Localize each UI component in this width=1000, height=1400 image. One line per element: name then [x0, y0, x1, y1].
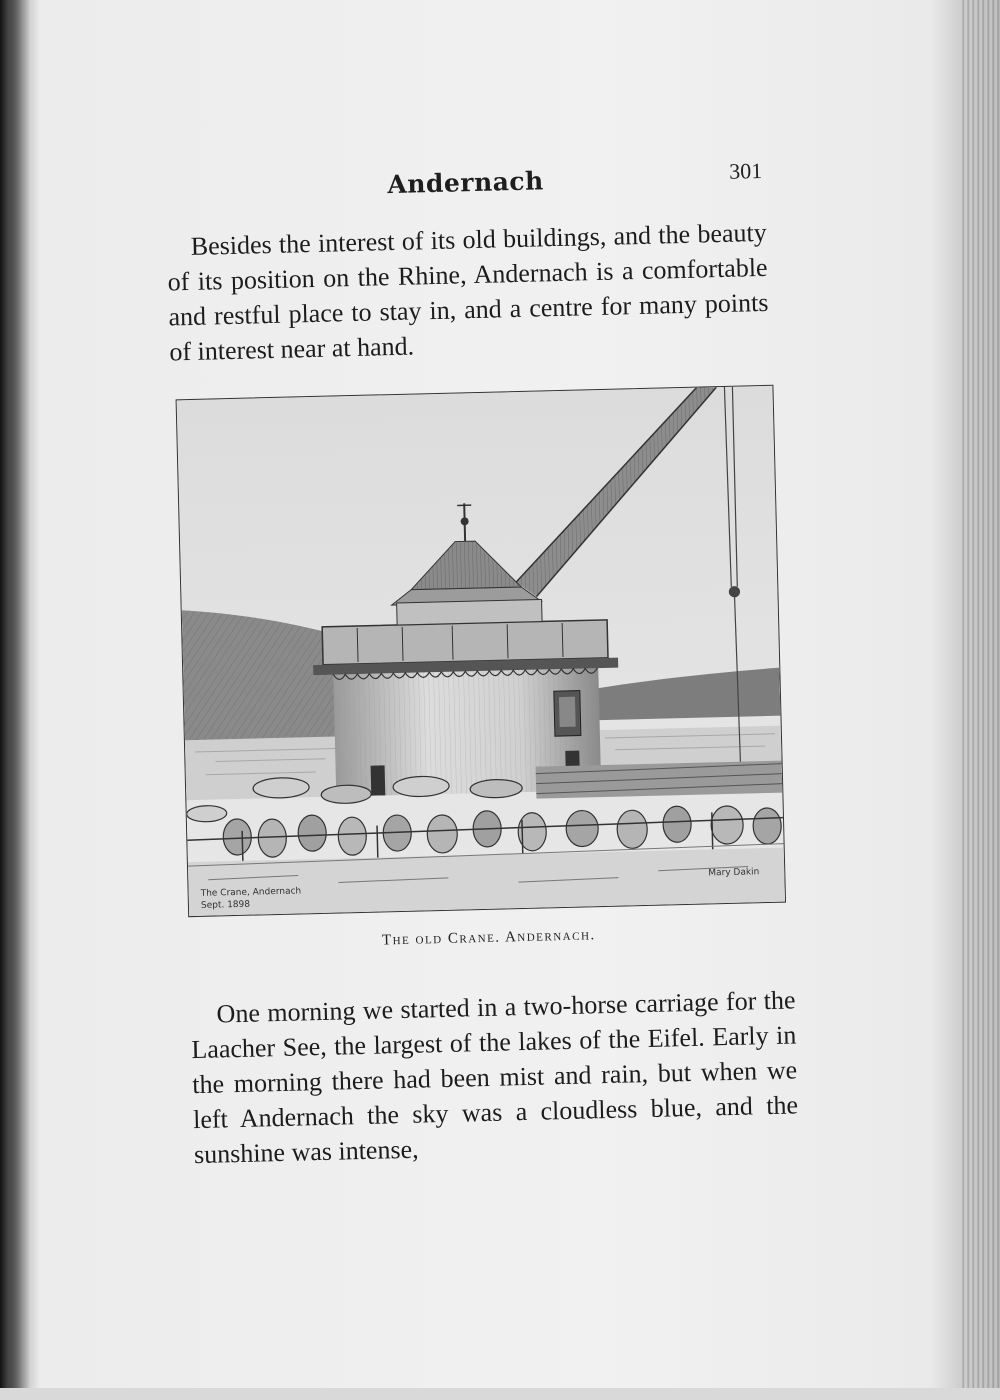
page-number: 301	[729, 158, 763, 185]
timber-logs	[536, 761, 783, 799]
crane-engraving	[177, 386, 785, 916]
illustration-caption: The old Crane. Andernach.	[189, 923, 789, 955]
signature-left-title: The Crane, Andernach	[200, 886, 302, 898]
signature-left-date: Sept. 1898	[201, 900, 251, 911]
paragraph-2: One morning we started in a two-horse carriage for the Laacher See, the largest of the lakes of the Eifel. Early in the morning there had been mist and rain, but when we left Andernach the sky was a cloudless blue, and the sunshine was intense,	[190, 982, 799, 1172]
paragraph-1: Besides the interest of its old buildings, and the beauty of its position on the Rhine, Andernach is a comfortable and restful place to stay in, and a centre for many points of interest near at hand.	[166, 215, 769, 370]
signature-right: Mary Dakin	[708, 867, 759, 878]
illustration-old-crane	[176, 385, 786, 917]
running-head: Andernach	[387, 166, 544, 199]
